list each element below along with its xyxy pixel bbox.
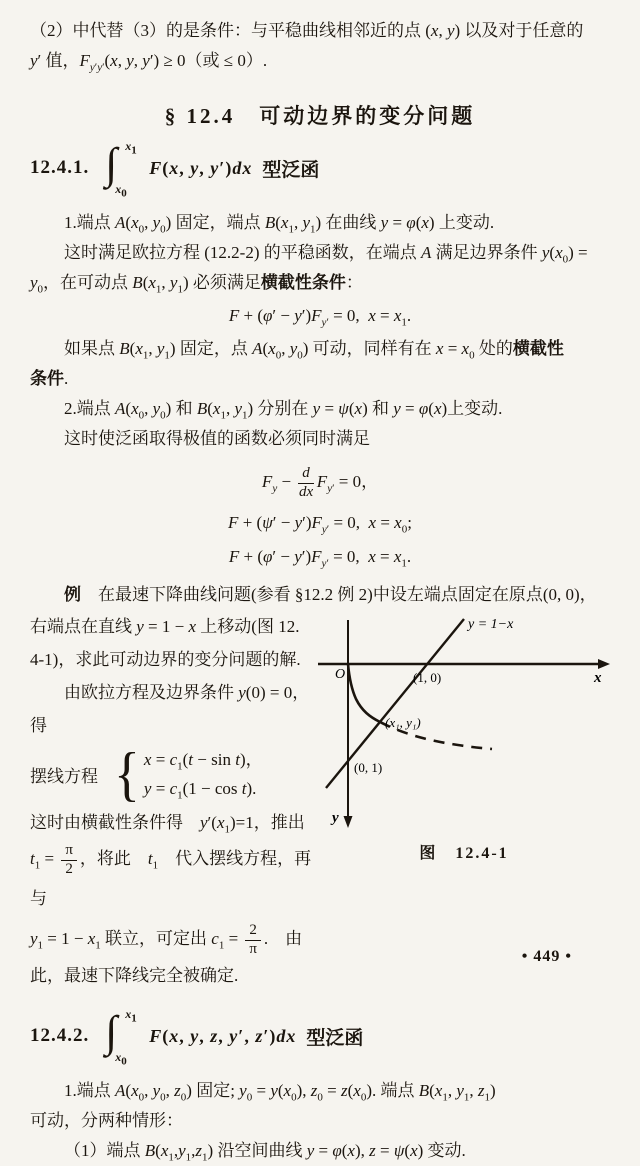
example-line-1: 例 在最速下降曲线问题(参看 §12.2 例 2)中设左端点固定在原点(0, 0)， <box>64 585 597 604</box>
example-line-7: $y_1 = 1 - x_1$ 联立，可定出 $c_1$ = $\frac{2}{\pi}$ . 由 <box>30 921 303 957</box>
example-line-4: 由欧拉方程及边界条件 y(0) = 0，得 <box>30 683 310 735</box>
cases-body <box>144 745 263 803</box>
integral-glyph: ∫ <box>105 1007 118 1056</box>
heading-suffix: 型泛函 <box>306 1027 364 1049</box>
para-3-line-1: 如果点 $B(x_1$, $y_1$) 固定，点 $A(x_0$, $y_0$) 可动，同样有在 $x = x_0$ 处的横截性 <box>64 339 564 362</box>
equation-euler: $F_y$ − $\frac{d}{dx}$ $F_{y'} = 0$， <box>261 464 379 500</box>
cases-brace: { <box>114 740 140 808</box>
point-x1-y1-label: (x₁, y₁) <box>385 715 421 730</box>
section-title: § 12.4 可动边界的变分问题 <box>164 104 476 128</box>
heading-12-4-1 <box>30 139 610 200</box>
y-axis-label: y <box>332 810 339 826</box>
figure-12-4-1 <box>318 612 610 863</box>
equation-transversality-x1: $F + (\varphi' - y')F_{y'} = 0$, $x = x_1$. <box>228 547 412 570</box>
para-2-line-2: $y_0$，在可动点 $B(x_1$, $y_1$) 必须满足横截性条件： <box>30 273 363 296</box>
integral-sign <box>99 1007 145 1068</box>
para-3-line-2: 条件. <box>30 369 69 388</box>
para-4: 2.端点 $A(x_0$, $y_0$) 和 $B(x_1$, $y_1$) 分别在 y = ψ(x) 和 y = φ(x)上变动. <box>64 399 503 422</box>
x-axis-arrow-icon <box>598 659 610 669</box>
integral-upper-limit: $x_1$ <box>125 139 137 157</box>
integral-lower-limit: $x_0$ <box>115 182 127 200</box>
point-0-1-label: (0, 1) <box>354 760 383 775</box>
integral-sign <box>99 139 145 200</box>
line-equation-label: y = 1−x <box>468 617 514 632</box>
page-number: • 449 • <box>521 948 572 965</box>
example-line-5: 这时由横截性条件得 $y'(x_1)=1$，推出 <box>30 813 305 836</box>
heading-suffix: 型泛函 <box>262 159 320 181</box>
equation-transversality-x0: $F + (\psi' - y')F_{y'} = 0$, $x = x_0$; <box>228 513 412 536</box>
cycloid-label: 摆线方程 <box>30 766 98 786</box>
figure-plot <box>318 612 610 834</box>
point-1-0-label: (1, 0) <box>413 670 442 685</box>
para-8-line-1: 1.端点 $A(x_0$, $y_0$, $z_0$) 固定; $y_0 = y(x_0)$, $z_0 = z(x_0)$. 端点 $B(x_1$, $y_1$, $z_1$) <box>64 1081 496 1104</box>
para-8-line-2: 可动，分两种情形： <box>30 1111 183 1130</box>
example-text-column <box>30 610 318 992</box>
x-axis-label: x <box>594 670 602 686</box>
heading-12-4-2 <box>30 1007 610 1068</box>
cycloid-solid <box>348 664 380 722</box>
example-line-3: 4-1)，求此可动边界的变分问题的解. <box>30 650 301 669</box>
integral-glyph: ∫ <box>105 139 118 188</box>
boundary-line <box>326 619 464 788</box>
integral-lower-limit: $x_0$ <box>115 1050 127 1068</box>
cycloid-eq-x: $x = c_1(t - \sin t)$， <box>143 750 263 773</box>
intro-line-2: y′ 值，$F_{y'y'}(x$, y, y′) ≥ 0（或 ≤ 0）. <box>30 51 268 74</box>
heading-formula: F(x, y, y′)dx <box>149 157 253 178</box>
example-line-2: 右端点在直线 y = 1 − x 上移动(图 12. <box>30 617 300 636</box>
heading-number: 12.4.1. <box>30 157 90 178</box>
heading-formula: F(x, y, z, y′, z′)dx <box>149 1025 297 1046</box>
para-9: （1）端点 $B(x_1,y_1,z_1)$ 沿空间曲线 y = φ(x), z = ψ(x) 变动. <box>64 1141 466 1164</box>
equation-transversality-1: $F + (\varphi' - y')F_{y'} = 0$, $x = x_1$. <box>228 306 412 329</box>
figure-caption: 图 12.4-1 <box>419 845 509 862</box>
heading-number: 12.4.2. <box>30 1025 90 1046</box>
equation-system <box>30 458 610 574</box>
integral-upper-limit: $x_1$ <box>125 1007 137 1025</box>
para-5: 这时使泛函取得极值的函数必须同时满足 <box>64 429 370 448</box>
para-2-line-1: 这时满足欧拉方程 (12.2-2) 的平稳函数，在端点 A 满足边界条件 $y(x_0)$ = <box>64 243 588 266</box>
y-axis-arrow-icon <box>344 816 353 828</box>
example-line-6: $t_1$ = $\frac{\pi}{2}$ ，将此 $t_1$ 代入摆线方程，再与 <box>30 841 312 908</box>
example-and-figure-row <box>30 610 610 992</box>
intro-line-1: （2）中代替（3）的是条件：与平稳曲线相邻近的点 (x, y) 以及对于任意的 <box>30 21 584 40</box>
example-line-8: 此，最速下降线完全被确定. <box>30 966 239 985</box>
cycloid-eq-y: $y = c_1(1 - \cos t)$. <box>143 779 257 802</box>
cycloid-equations <box>30 740 318 808</box>
origin-label: O <box>335 667 346 682</box>
para-1: 1.端点 $A(x_0$, $y_0$) 固定，端点 $B(x_1$, $y_1$) 在曲线 y = φ(x) 上变动. <box>64 213 495 236</box>
figure-column <box>318 610 610 863</box>
